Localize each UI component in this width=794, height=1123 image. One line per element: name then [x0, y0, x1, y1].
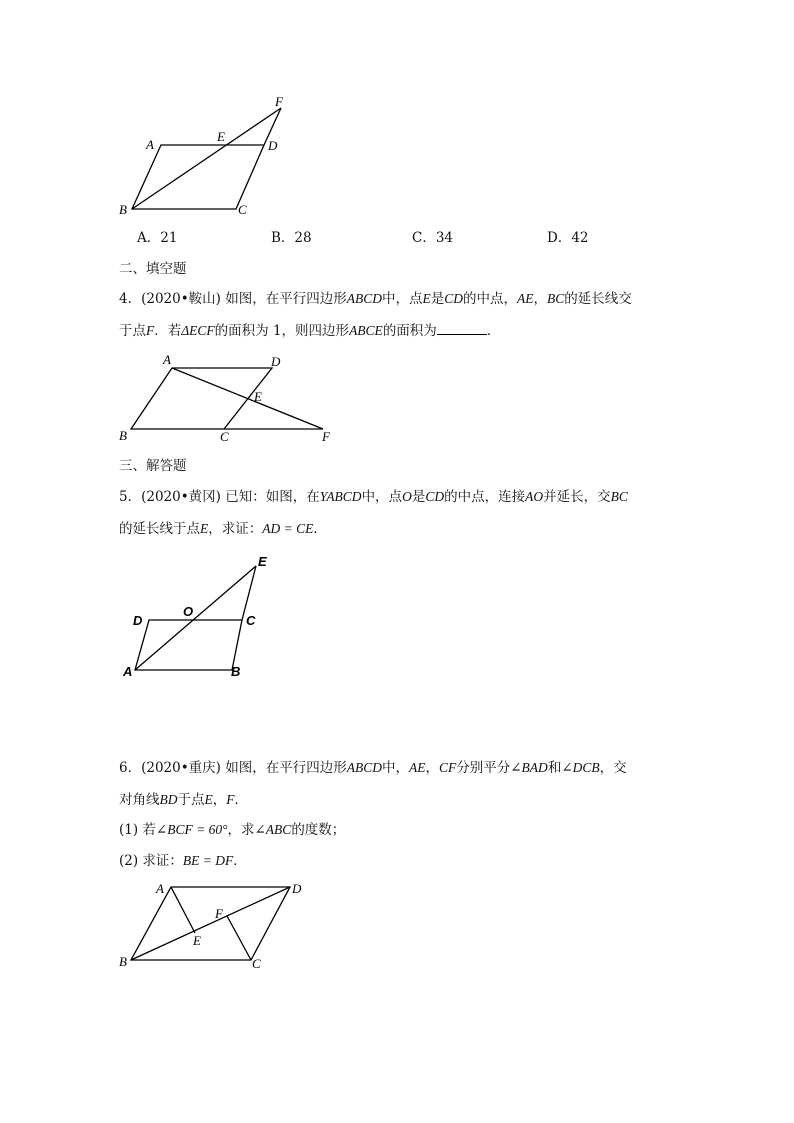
q6-line1: 6．(2020•重庆) 如图，在平行四边形ABCD中，AE，CF分别平分∠BAD和∠DCB，交	[119, 760, 627, 776]
fig2-label-f: F	[322, 429, 330, 444]
q6-sub1: (1) 若∠BCF = 60°，求∠ABC的度数；	[119, 822, 346, 838]
fig4-line-cf	[227, 916, 251, 960]
fig3-label-d: D	[133, 613, 143, 628]
fig3-label-b: B	[231, 664, 241, 679]
fig3-label-a: A	[123, 664, 133, 679]
fig4-label-c: C	[252, 956, 261, 971]
option-b-key: B．	[271, 230, 295, 246]
fig3-label-o: O	[183, 604, 194, 619]
q4-line2: 于点F．若ΔECF的面积为 1，则四边形ABCE的面积为 ．	[119, 323, 501, 339]
option-c-key: C．	[412, 230, 436, 246]
option-a-value: 21	[160, 230, 178, 246]
fig1-label-d: D	[268, 138, 278, 153]
fig4-label-e: E	[193, 933, 201, 948]
q5-line2: 的延长线于点E，求证：AD = CE．	[119, 521, 327, 537]
fig2-label-a: A	[163, 352, 171, 367]
q4-line1: 4．(2020•鞍山) 如图，在平行四边形ABCD中，点E是CD的中点，AE，BC的延长线交	[119, 291, 632, 307]
fig3-label-c: C	[246, 613, 256, 628]
fig4-label-a: A	[156, 881, 164, 896]
section-solution-heading: 三、解答题	[119, 458, 187, 474]
option-d-value: 42	[571, 230, 589, 246]
fig2-label-e: E	[254, 389, 262, 404]
fig4-label-b: B	[119, 954, 127, 969]
fig1-label-b: B	[119, 202, 127, 217]
section-fill-in-heading: 二、填空题	[119, 261, 187, 277]
option-c-value: 34	[435, 230, 454, 246]
option-a-key: A．	[137, 230, 161, 246]
option-b-value: 28	[294, 230, 312, 246]
fig1-label-c: C	[238, 202, 247, 217]
fig4-diagonal-bd	[131, 887, 290, 960]
q6-sub2: (2) 求证：BE = DF．	[119, 853, 247, 869]
fig2-label-d: D	[271, 354, 281, 369]
fig2-label-b: B	[119, 428, 127, 443]
fig4-label-f: F	[215, 906, 223, 921]
fig3-label-e: E	[258, 554, 267, 569]
q6-line2: 对角线BD于点E，F．	[119, 792, 248, 808]
fig2-label-c: C	[220, 429, 229, 444]
fig1-label-f: F	[275, 94, 283, 109]
fig1-label-a: A	[146, 137, 154, 152]
fig1-label-e: E	[217, 129, 225, 144]
option-d-key: D．	[547, 230, 572, 246]
fig4-line-ae	[171, 887, 195, 933]
fig4-label-d: D	[292, 881, 302, 896]
q5-line1: 5．(2020•黄冈) 已知：如图，在YABCD中，点O是CD的中点，连接AO并延长，交BC	[119, 489, 628, 505]
